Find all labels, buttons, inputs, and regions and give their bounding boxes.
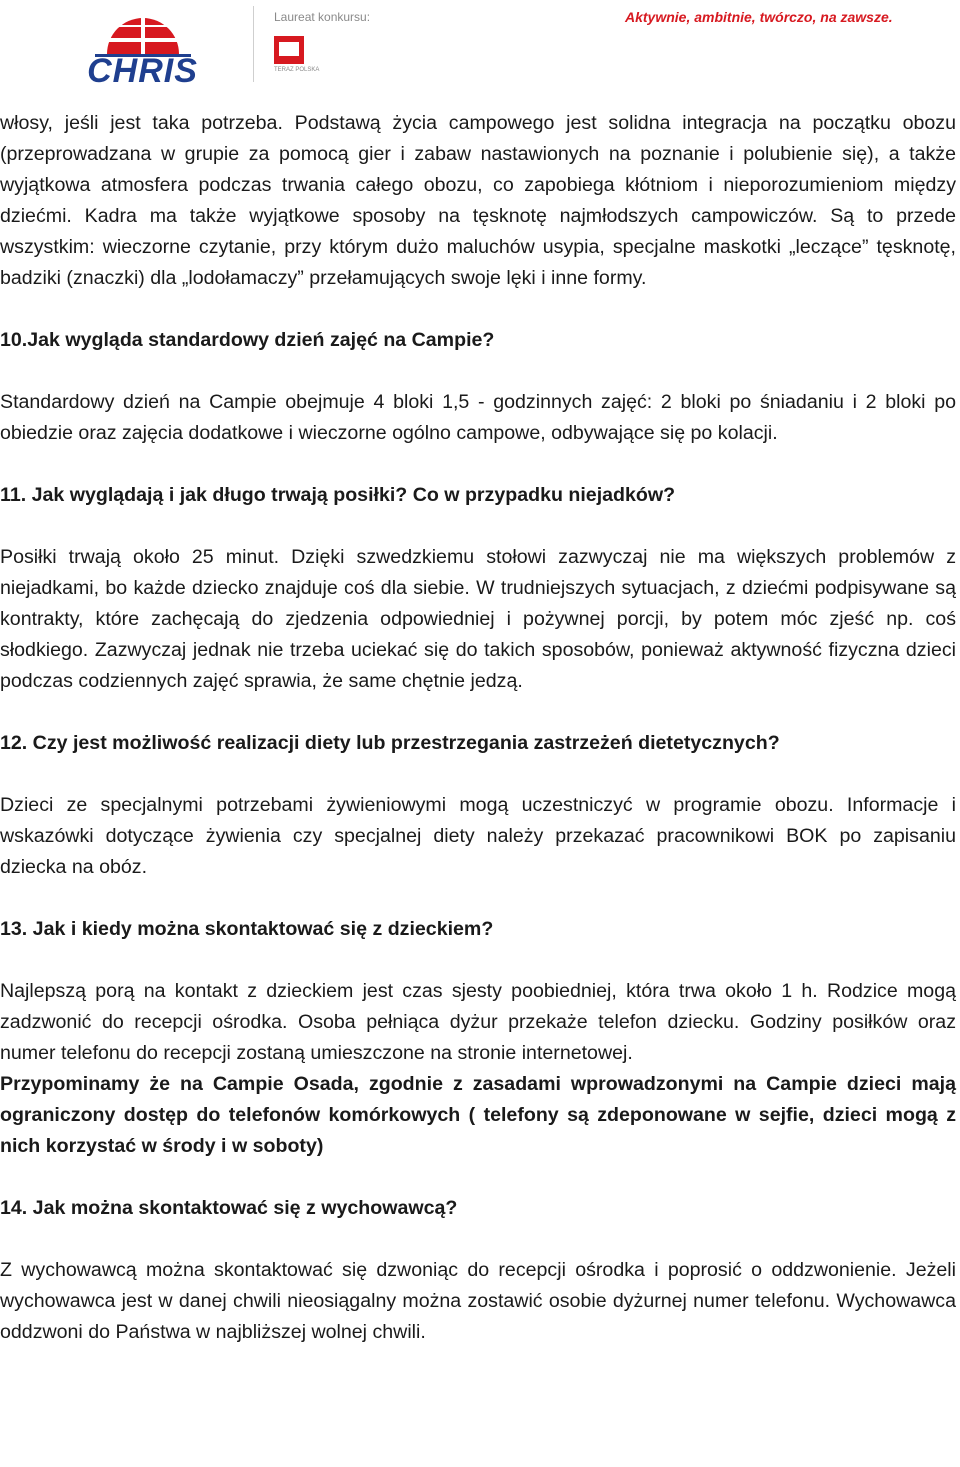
note-13: Przypominamy że na Campie Osada, zgodnie z zasadami wprowadzonymi na Campie dzieci mają ograniczony dostęp do telefonów komórkowych ( telefony są zdeponowane w sejfie, dzieci mogą z nich korzystać w środy i w soboty)	[0, 1073, 956, 1157]
slogan-emphasis: na zawsze.	[820, 9, 893, 25]
intro-paragraph: włosy, jeśli jest taka potrzeba. Podstawą życia campowego jest solidna integracja na początku obozu (przeprowadzana w grupie za pomocą gier i zabaw nastawionych na poznanie i polubienie się), a także wyjątkowa atmosfera podczas trwania całego obozu, co zapobiega kłótniom i nieporozumieniom między dziećmi. Kadra ma także wyjątkowe sposoby na tęsknotę najmłodszych campowiczów. Są to przede wszystkim: wieczorne czytanie, przy którym dużo maluchów usypia, specjalne maskotki „leczące” tęsknotę, badziki (znaczki) dla „lodołamaczy” przełamujących swoje lęki i inne formy.	[0, 112, 956, 289]
slogan	[625, 9, 893, 25]
logo-emblem-icon	[55, 8, 230, 58]
slogan-prefix: Aktywnie, ambitnie, twórczo,	[625, 9, 821, 25]
award-flag-icon	[274, 36, 304, 64]
question-11: 11. Jak wyglądają i jak długo trwają posiłki? Co w przypadku niejadków?	[0, 484, 676, 506]
laureat-label: Laureat konkursu:	[274, 10, 371, 24]
logo-text: CHRIS	[87, 52, 198, 90]
question-14: 14. Jak można skontaktować się z wychowawcą?	[0, 1197, 458, 1219]
page-header	[0, 0, 960, 90]
award-caption: TERAZ POLSKA	[274, 67, 320, 73]
question-13: 13. Jak i kiedy można skontaktować się z dzieckiem?	[0, 918, 494, 940]
answer-12: Dzieci ze specjalnymi potrzebami żywieniowymi mogą uczestniczyć w programie obozu. Informacje i wskazówki dotyczące żywienia czy specjalnej diety należy przekazać pracownikowi BOK po zapisaniu dziecka na obóz.	[0, 794, 956, 878]
teraz-polska-logo	[274, 36, 320, 76]
question-12: 12. Czy jest możliwość realizacji diety lub przestrzegania zastrzeżeń dietetycznych?	[0, 732, 780, 754]
chris-logo	[55, 8, 230, 90]
answer-11: Posiłki trwają około 25 minut. Dzięki szwedzkiemu stołowi zazwyczaj nie ma większych problemów z niejadkami, bo każde dziecko znajduje coś dla siebie. W trudniejszych sytuacjach, z dziećmi podpisywane są kontrakty, które zachęcają do zjedzenia odpowiedniej i pożywnej porcji, by potem móc zjeść np. coś słodkiego. Zazwyczaj jednak nie trzeba uciekać się do takich sposobów, ponieważ aktywność fizyczna dzieci podczas codziennych zajęć sprawia, że same chętnie jedzą.	[0, 546, 956, 692]
header-divider	[253, 6, 254, 82]
answer-10: Standardowy dzień na Campie obejmuje 4 bloki 1,5 - godzinnych zajęć: 2 bloki po śniadaniu i 2 bloki po obiedzie oraz zajęcia dodatkowe i wieczorne ogólno campowe, odbywające się po kolacji.	[0, 391, 956, 444]
answer-14: Z wychowawcą można skontaktować się dzwoniąc do recepcji ośrodka i poprosić o oddzwonienie. Jeżeli wychowawca jest w danej chwili nieosiągalny można zostawić osobie dyżurnej numer telefonu. Wychowawca oddzwoni do Państwa w najbliższej wolnej chwili.	[0, 1259, 956, 1343]
document-body	[0, 108, 956, 1348]
answer-13: Najlepszą porą na kontakt z dzieckiem jest czas sjesty poobiedniej, która trwa około 1 h. Rodzice mogą zadzwonić do recepcji ośrodka. Osoba pełniąca dyżur przekaże telefon dziecku. Godziny posiłków oraz numer telefonu do recepcji zostaną umieszczone na stronie internetowej.	[0, 980, 956, 1064]
question-10: 10.Jak wygląda standardowy dzień zajęć na Campie?	[0, 329, 495, 351]
